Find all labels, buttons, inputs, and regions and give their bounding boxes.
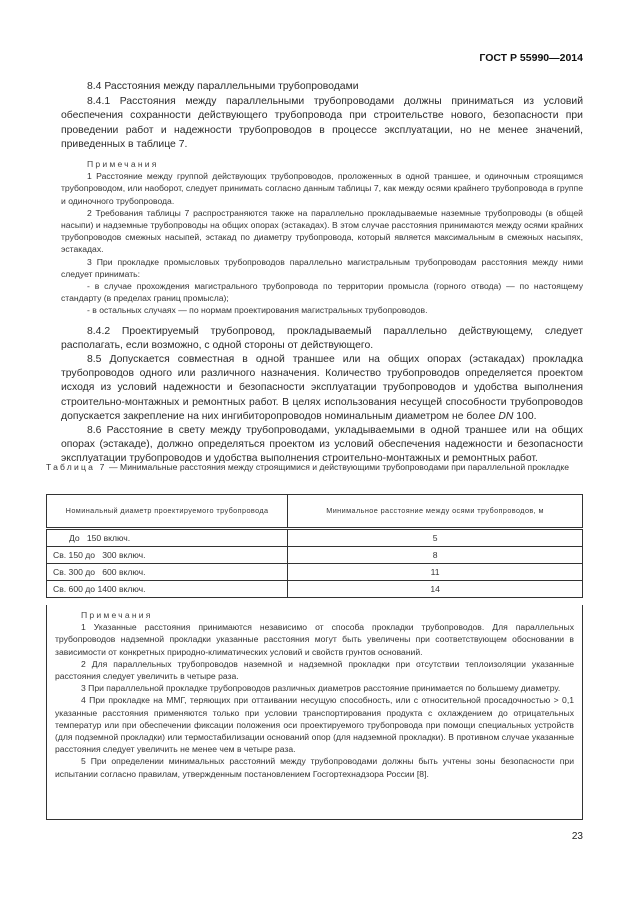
table-notes-title: Примечания — [81, 610, 153, 620]
note-1: 1 Расстояние между группой действующих трубопроводов, проложенных в одной траншее, и одиночным строящимся трубопроводом, или наоборот, следует принимать согласно данным таблицы 7, как между осями крайнего трубопровода в группе и одиночного трубопровода. — [61, 171, 583, 206]
cell-distance: 8 — [288, 547, 583, 564]
notes-title: Примечания — [87, 159, 159, 170]
note-2: 2 Требования таблицы 7 распространяются также на параллельно прокладываемые наземные трубопроводы (в общей насыпи) и надземные трубопроводы на общих опорах (эстакадах). В этом случае расстояния принимаются между осями крайних трубопроводов смежных насыпей, эстакад по диаметру трубопровода, который является максимальным в смежных насыпях, эстакадах. — [61, 207, 583, 255]
table-note-3: 3 При параллельной прокладке трубопроводов различных диаметров расстояние принимается по большему диаметру. — [81, 683, 561, 694]
table-header-row — [47, 495, 583, 529]
header-diameter: Номинальный диаметр проектируемого трубопровода — [47, 495, 288, 529]
table-row — [47, 547, 583, 564]
table-caption — [46, 461, 583, 473]
paragraph-8-5-end: 100. — [513, 410, 537, 422]
cell-distance: 14 — [288, 581, 583, 598]
paragraph-8-5 — [61, 353, 583, 424]
note-3-item-2: - в остальных случаях — по нормам проектирования магистральных трубопроводов. — [87, 305, 428, 316]
cell-diameter: Св. 300 до 600 включ. — [47, 564, 288, 581]
paragraph-8-4-1: 8.4.1 Расстояния между параллельными трубопроводами должны приниматься из условий обеспечения сохранности действующего трубопровода при строительстве нового, безопасности при проведении работ и надежности трубопроводов в процессе эксплуатации, но не менее значений, приведенных в таблице 7. — [61, 96, 583, 150]
cell-distance: 11 — [288, 564, 583, 581]
table-caption-text: — Минимальные расстояния между строящимися и действующими трубопроводами при параллельной прокладке — [106, 462, 570, 472]
section-title: 8.4 Расстояния между параллельными трубопроводами — [87, 81, 359, 92]
header-distance: Минимальное расстояние между осями трубопроводов, м — [288, 495, 583, 529]
paragraph-8-5-text: 8.5 Допускается совместная в одной траншее или на общих опорах (эстакадах) прокладка трубопроводов одного или различного назначения. Количество трубопроводов определяется проектом исходя из условий надежности и безопасности эксплуатации трубопроводов и удобства выполнения строительно-монтажных и ремонтных работ. В целях использования несущей способности трубопроводов допускается закрепление на них ингибиторопроводов номинальным диаметром не более — [61, 354, 583, 422]
cell-distance: 5 — [288, 529, 583, 547]
cell-diameter: Св. 150 до 300 включ. — [47, 547, 288, 564]
dn-symbol: DN — [498, 410, 514, 422]
cell-diameter: До 150 включ. — [47, 529, 288, 547]
paragraph-8-4-2: 8.4.2 Проектируемый трубопровод, прокладываемый параллельно действующему, следует располагать, если возможно, с одной стороны от действующего. — [61, 325, 583, 351]
table-row — [47, 581, 583, 598]
table-label: Таблица 7 — [46, 462, 107, 472]
table-note-5: 5 При определении минимальных расстояний между трубопроводами должны быть учтены зоны безопасности при испытании согласно правилам, утвержденным постановлением Госгортехнадзора России [8]. — [55, 756, 574, 779]
page-number: 23 — [571, 831, 583, 842]
table-note-2: 2 Для параллельных трубопроводов наземной и надземной прокладки при отсутствии теплоизоляции указанные расстояния следует увеличить в четыре раза. — [55, 658, 574, 682]
paragraph-8-6: 8.6 Расстояние в свету между трубопроводами, укладываемыми в одной траншее или на общих опорах (эстакаде), должно определяться проектом из условий обеспечения надежности и безопасности эксплуатации трубопроводов и удобства выполнения строительно-монтажных и ремонтных работ. — [61, 425, 583, 465]
table-note-4: 4 При прокладке на ММГ, теряющих при оттаивании несущую способность, или с относительной просадочностью > 0,1 указанные расстояния применяются только при условии транспортирования продукта с охлаждением до отрицательных температур или при обеспечении фиксации положения оси проектируемого трубопровода при помощи специальных устройств (для подземной прокладки) или термостабилизации оснований опор (для надземной прокладки). В противном случае указанные расстояния следует увеличить не менее чем в четыре раза. — [55, 695, 574, 755]
cell-diameter: Св. 600 до 1400 включ. — [47, 581, 288, 598]
table-note-1: 1 Указанные расстояния принимаются независимо от способа прокладки трубопроводов. Для параллельных трубопроводов надземной прокладки указанные расстояния могут быть увеличены при соответствующем обосновании в зависимости от конкретных природно-климатических условий и свойств грунтов оснований. — [55, 622, 574, 657]
note-3-item-1: - в случае прохождения магистрального трубопровода по территории промысла (горного отвода) — по настоящему стандарту (в пределах границ промысла); — [61, 281, 583, 304]
section-8-4 — [61, 80, 583, 467]
table-notes — [46, 605, 583, 820]
document-standard-header: ГОСТ Р 55990—2014 — [479, 52, 583, 64]
distances-table — [46, 494, 583, 598]
note-3: 3 При прокладке промысловых трубопроводов параллельно магистральным трубопроводам расстояния между ними следует принимать: — [61, 256, 583, 279]
table-row — [47, 529, 583, 547]
table-row — [47, 564, 583, 581]
